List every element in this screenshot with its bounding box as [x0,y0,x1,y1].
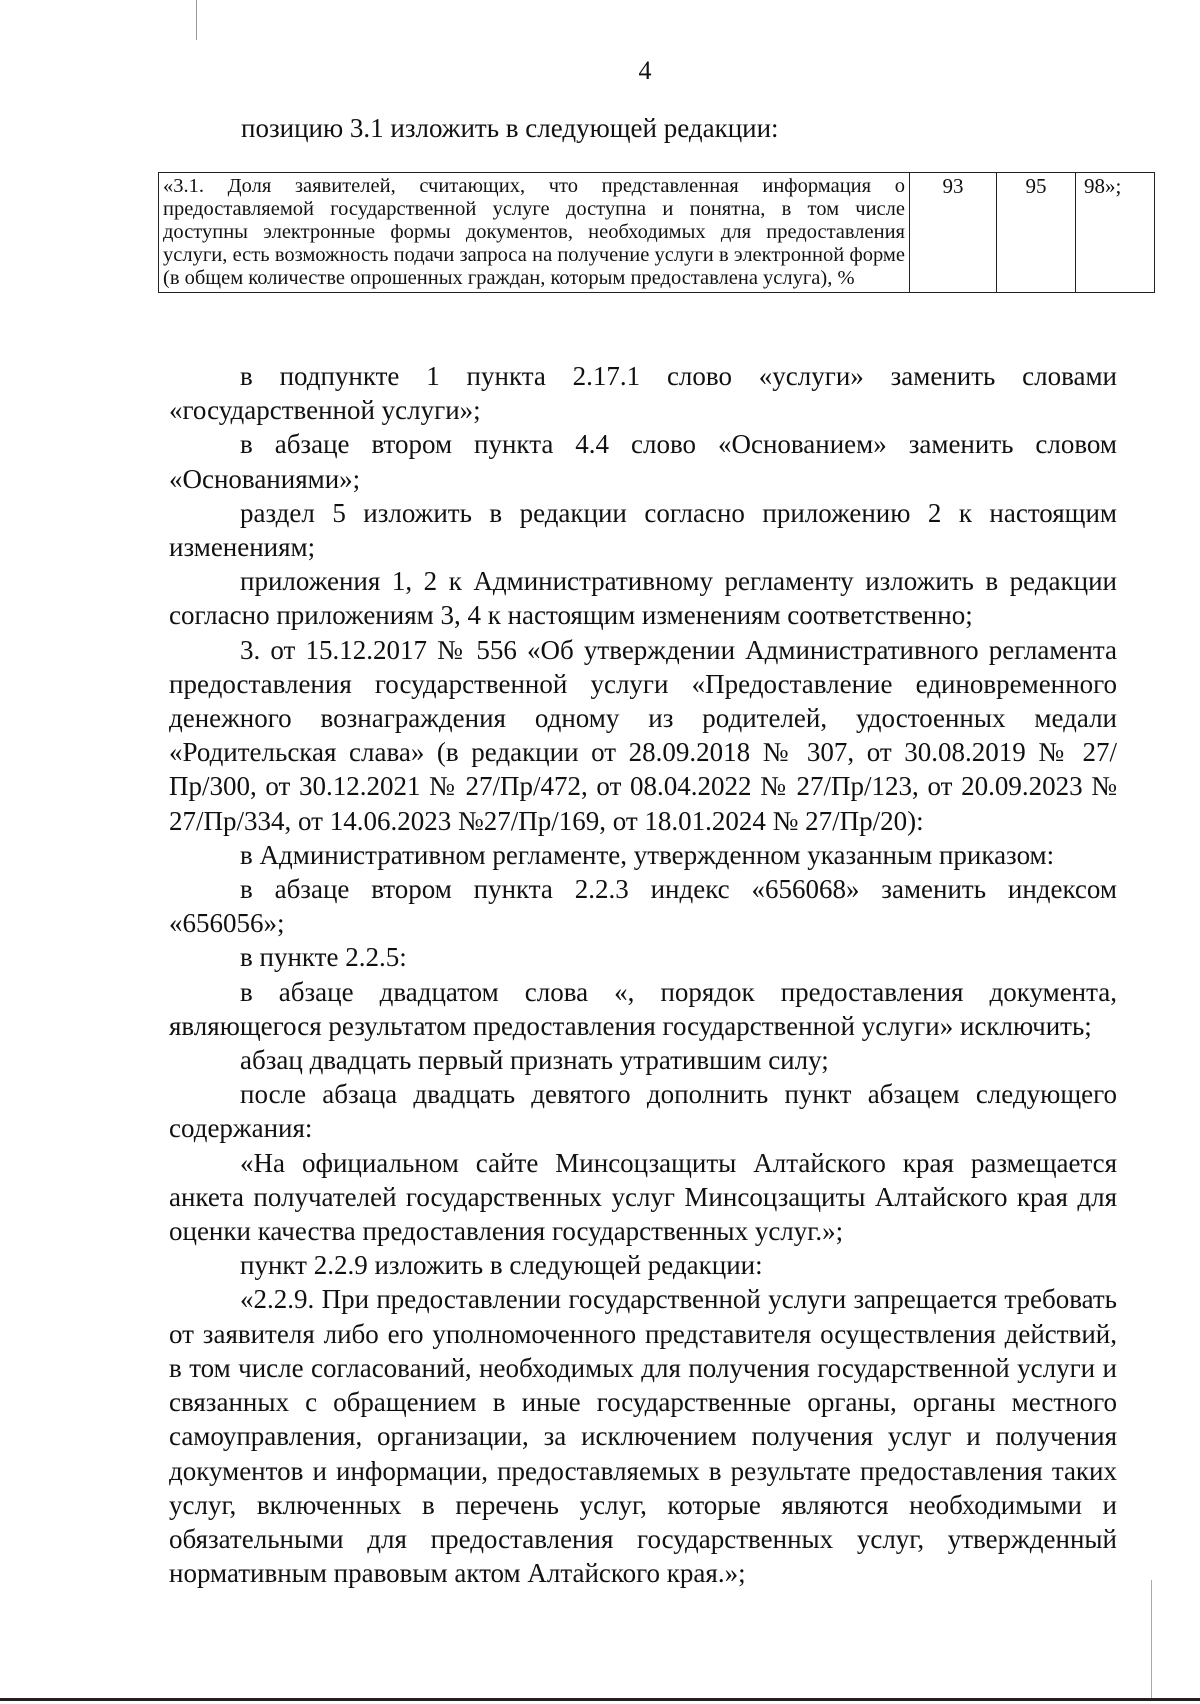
paragraph: «2.2.9. При предоставлении государственной услуги запрещается требовать от заявителя либо его уполномоченного представителя осуществления действий, в том числе согласований, необходимых для получения государственной услуги и связанных с обращением в иные государственные органы, органы местного самоуправления, организации, за исключением получения услуг и получения документов и информации, предоставляемых в результате предоставления таких услуг, включенных в перечень услуг, которые являются необходимыми и обязательными для предоставления государственных услуг, утвержденный нормативным правовым актом Алтайского края.»; [169,1284,1117,1589]
table-row [159,173,1155,293]
paragraph: в абзаце втором пункта 2.2.3 индекс «656068» заменить индексом «656056»; [169,874,1117,939]
position-description: «3.1. Доля заявителей, считающих, что представленная информация о предоставляемой государственной услуге доступна и понятна, в том числе доступны электронные формы документов, необходимых для предоставления услуги, есть возможность подачи запроса на получение услуги в электронной форме (в общем количестве опрошенных граждан, которым предоставлена услуга), % [159,173,910,293]
document-body [169,359,1117,1590]
scan-tick [196,0,197,40]
paragraph: раздел 5 изложить в редакции согласно приложению 2 к настоящим изменениям; [169,497,1117,563]
position-value-3: 98»; [1076,173,1155,293]
page-number: 4 [638,56,652,85]
paragraph: в абзаце втором пункта 4.4 слово «Основанием» заменить словом «Основаниями»; [169,429,1117,494]
paragraph: приложения 1, 2 к Административному регламенту изложить в редакции согласно приложениям 3, 4 к настоящим изменениям соответственно; [169,566,1117,631]
paragraph: в подпункте 1 пункта 2.17.1 слово «услуги» заменить словами «государственной услуги»; [169,361,1117,426]
paragraph: пункт 2.2.9 изложить в следующей редакции: [240,1250,763,1281]
position-value-1: 93 [910,173,997,293]
intro-line: позицию 3.1 изложить в следующей редакции: [241,113,779,143]
scan-bottom-edge [0,1698,1200,1701]
paragraph: в абзаце двадцатом слова «, порядок предоставления документа, являющегося результатом предоставления государственной услуги» исключить; [169,976,1117,1041]
paragraph: после абзаца двадцать девятого дополнить пункт абзацем следующего содержания: [169,1079,1117,1144]
paragraph: в пункте 2.2.5: [240,942,407,973]
paragraph: «На официальном сайте Минсоцзащиты Алтайского края размещается анкета получателей государственных услуг Минсоцзащиты Алтайского края для оценки качества предоставления государственных услуг.»; [169,1147,1117,1247]
paragraph: абзац двадцать первый признать утратившим силу; [240,1045,829,1076]
paragraph: в Административном регламенте, утвержденном указанным приказом: [240,839,1055,870]
paragraph: 3. от 15.12.2017 № 556 «Об утверждении Административного регламента предоставления государственной услуги «Предоставление единовременного денежного вознаграждения одному из родителей, удостоенных медали «Родительская слава» (в редакции от 28.09.2018 № 307, от 30.08.2019 № 27/Пр/300, от 30.12.2021 № 27/Пр/472, от 08.04.2022 № 27/Пр/123, от 20.09.2023 № 27/Пр/334, от 14.06.2023 №27/Пр/169, от 18.01.2024 № 27/Пр/20): [169,634,1117,836]
position-value-2: 95 [997,173,1076,293]
scan-vertical-line [1151,1580,1152,1698]
position-table [158,172,1155,293]
